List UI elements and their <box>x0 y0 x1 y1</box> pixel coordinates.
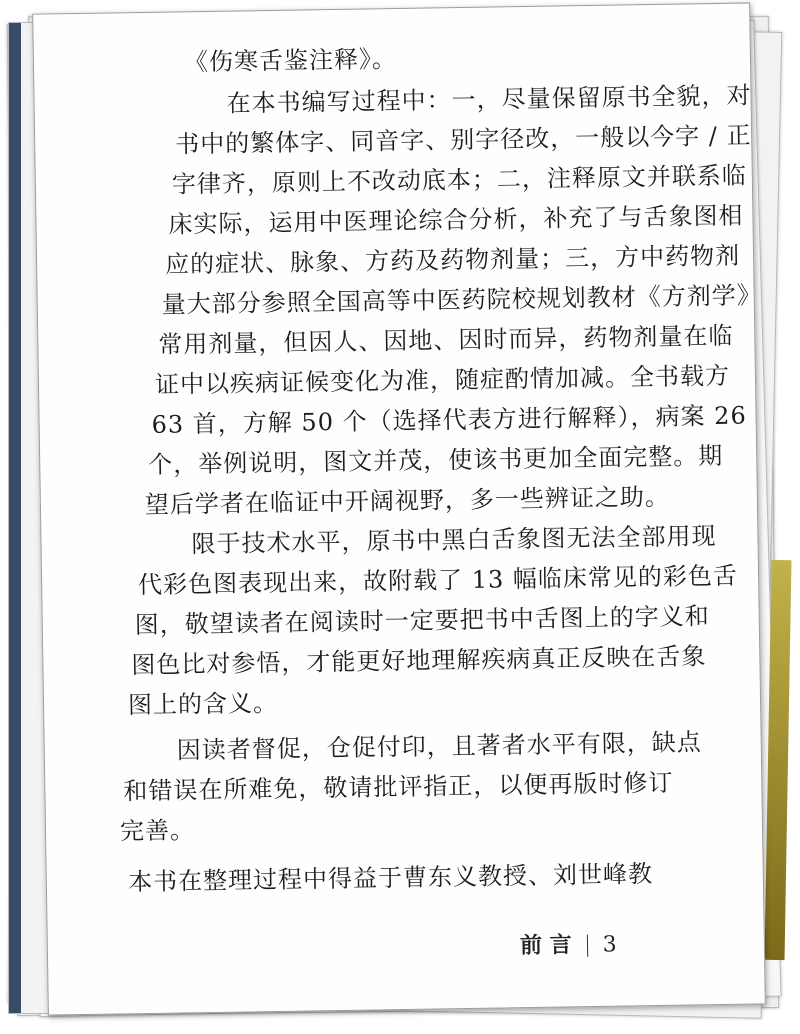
footer-separator <box>587 935 588 957</box>
text-line: 床实际，运用中医理论综合分析，补充了与舌象图相 <box>168 201 744 239</box>
footer-section-title: 前 言 <box>519 931 572 959</box>
text-line: 应的症状、脉象、方药及药物剂量；三，方中药物剂 <box>164 241 741 279</box>
text-line: 图，敬望读者在阅读时一定要把书中舌图上的字义和 <box>134 602 710 640</box>
text-line: 量大部分参照全国高等中医药院校规划教材《方剂学》 <box>161 281 762 319</box>
text-line: 代彩色图表现出来，故附载了 13 幅临床常见的彩色舌 <box>137 561 739 600</box>
text-line-last: 本书在整理过程中得益于曹东义教授、刘世峰教 <box>127 859 654 897</box>
text-line: 限于技术水平，原书中黑白舌象图无法全部用现 <box>191 522 717 559</box>
page-footer <box>520 927 617 960</box>
page-number: 3 <box>602 932 617 958</box>
text-line: 个，举例说明，图文并茂，使该书更加全面完整。期 <box>148 441 724 479</box>
text-line: 63 首，方解 50 个（选择代表方进行解释），病案 26 <box>151 401 747 439</box>
text-line: 图上的含义。 <box>127 688 279 720</box>
text-line: 望后学者在临证中开阔视野，多一些辨证之助。 <box>144 482 671 519</box>
text-line: 书中的繁体字、同音字、别字径改，一般以今字 / 正 <box>175 121 752 159</box>
text-line: 证中以疾病证候变化为准，随症酌情加减。全书载方 <box>154 361 731 399</box>
text-line: 完善。 <box>119 816 196 846</box>
text-line: 和错误在所难免，敬请批评指正，以便再版时修订 <box>123 768 674 806</box>
text-line: 图色比对参悟，才能更好地理解疾病真正反映在舌象 <box>131 642 707 680</box>
text-line: 字律齐，原则上不改动底本；二，注释原文并联系临 <box>171 161 748 199</box>
text-line: 因读者督促，仓促付印，且著者水平有限，缺点 <box>176 728 702 765</box>
page-binding-edge <box>9 23 21 1013</box>
text-line: 常用剂量，但因人、因地、因时而异，药物剂量在临 <box>158 321 734 359</box>
text-line: 在本书编写过程中：一，尽量保留原书全貌，对 <box>226 81 752 118</box>
text-line: 《伤寒舌鉴注释》。 <box>183 44 398 77</box>
